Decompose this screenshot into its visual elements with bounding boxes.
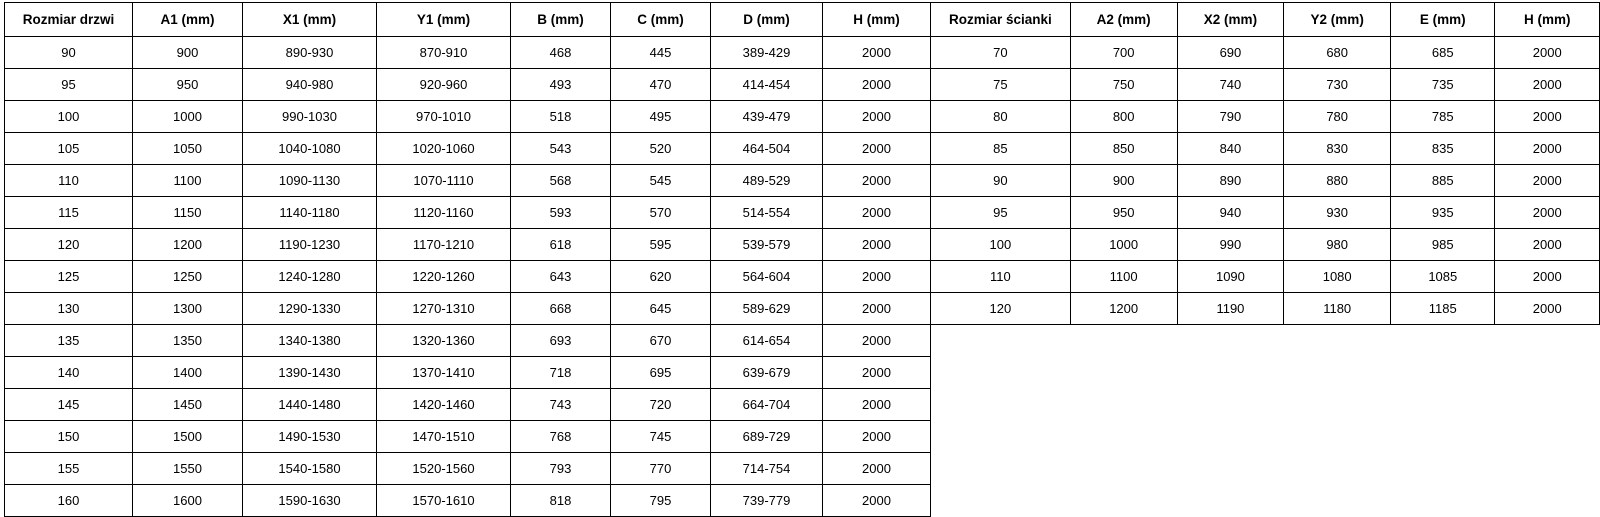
table-cell: 1300 <box>133 293 243 325</box>
table-cell: 1600 <box>133 485 243 517</box>
table-cell: 830 <box>1284 133 1391 165</box>
table-cell: 1470-1510 <box>377 421 511 453</box>
table-cell: 920-960 <box>377 69 511 101</box>
table-cell: 2000 <box>823 485 931 517</box>
table-cell: 980 <box>1284 229 1391 261</box>
table-cell: 1100 <box>133 165 243 197</box>
table-cell: 2000 <box>823 133 931 165</box>
column-header: Rozmiar ścianki <box>931 3 1071 37</box>
table-row <box>5 421 931 453</box>
table-cell: 890-930 <box>243 37 377 69</box>
table-cell: 1500 <box>133 421 243 453</box>
table-cell: 2000 <box>1495 229 1600 261</box>
table-cell: 1080 <box>1284 261 1391 293</box>
table-cell: 110 <box>5 165 133 197</box>
table-cell: 670 <box>611 325 711 357</box>
table-row <box>5 357 931 389</box>
table-cell: 589-629 <box>711 293 823 325</box>
table-cell: 614-654 <box>711 325 823 357</box>
table-cell: 1050 <box>133 133 243 165</box>
table-cell: 668 <box>511 293 611 325</box>
table-cell: 1090-1130 <box>243 165 377 197</box>
table-cell: 110 <box>931 261 1071 293</box>
table-cell: 389-429 <box>711 37 823 69</box>
table-cell: 1390-1430 <box>243 357 377 389</box>
walls-dimensions-table <box>930 2 1600 325</box>
table-cell: 1040-1080 <box>243 133 377 165</box>
table-cell: 930 <box>1284 197 1391 229</box>
column-header: A2 (mm) <box>1070 3 1177 37</box>
table-cell: 135 <box>5 325 133 357</box>
table-cell: 685 <box>1391 37 1495 69</box>
table-cell: 1090 <box>1177 261 1284 293</box>
table-cell: 1180 <box>1284 293 1391 325</box>
table-cell: 1270-1310 <box>377 293 511 325</box>
table-cell: 1590-1630 <box>243 485 377 517</box>
column-header: B (mm) <box>511 3 611 37</box>
table-cell: 1200 <box>1070 293 1177 325</box>
column-header: X2 (mm) <box>1177 3 1284 37</box>
table-cell: 2000 <box>1495 197 1600 229</box>
table-cell: 518 <box>511 101 611 133</box>
column-header: H (mm) <box>823 3 931 37</box>
table-cell: 870-910 <box>377 37 511 69</box>
table-cell: 80 <box>931 101 1071 133</box>
table-cell: 470 <box>611 69 711 101</box>
table-cell: 770 <box>611 453 711 485</box>
table-cell: 1240-1280 <box>243 261 377 293</box>
table-cell: 768 <box>511 421 611 453</box>
table-row <box>5 101 931 133</box>
table-cell: 714-754 <box>711 453 823 485</box>
table-row <box>5 229 931 261</box>
table-cell: 795 <box>611 485 711 517</box>
table-cell: 1340-1380 <box>243 325 377 357</box>
table-cell: 570 <box>611 197 711 229</box>
table-cell: 140 <box>5 357 133 389</box>
table-cell: 935 <box>1391 197 1495 229</box>
table-cell: 1000 <box>133 101 243 133</box>
table-row <box>931 293 1600 325</box>
column-header: A1 (mm) <box>133 3 243 37</box>
table-cell: 1020-1060 <box>377 133 511 165</box>
table-cell: 1350 <box>133 325 243 357</box>
table-cell: 1220-1260 <box>377 261 511 293</box>
table-cell: 1100 <box>1070 261 1177 293</box>
table-cell: 120 <box>5 229 133 261</box>
table-cell: 720 <box>611 389 711 421</box>
table-cell: 2000 <box>823 165 931 197</box>
table-cell: 564-604 <box>711 261 823 293</box>
table-cell: 890 <box>1177 165 1284 197</box>
table-cell: 539-579 <box>711 229 823 261</box>
table-cell: 990 <box>1177 229 1284 261</box>
table-cell: 743 <box>511 389 611 421</box>
table-row <box>5 325 931 357</box>
table-cell: 593 <box>511 197 611 229</box>
doors-dimensions-table-container <box>4 2 931 517</box>
table-row <box>931 101 1600 133</box>
table-cell: 495 <box>611 101 711 133</box>
column-header: C (mm) <box>611 3 711 37</box>
table-row <box>931 37 1600 69</box>
table-cell: 130 <box>5 293 133 325</box>
table-cell: 1000 <box>1070 229 1177 261</box>
table-cell: 595 <box>611 229 711 261</box>
table-row <box>931 133 1600 165</box>
table-cell: 70 <box>931 37 1071 69</box>
table-cell: 2000 <box>823 453 931 485</box>
table-cell: 145 <box>5 389 133 421</box>
table-cell: 1085 <box>1391 261 1495 293</box>
table-row <box>5 133 931 165</box>
table-cell: 2000 <box>1495 165 1600 197</box>
table-cell: 1420-1460 <box>377 389 511 421</box>
table-row <box>931 197 1600 229</box>
table-cell: 414-454 <box>711 69 823 101</box>
walls-dimensions-table-container <box>930 2 1600 325</box>
table-cell: 489-529 <box>711 165 823 197</box>
column-header: E (mm) <box>1391 3 1495 37</box>
table-cell: 468 <box>511 37 611 69</box>
table-cell: 520 <box>611 133 711 165</box>
table-cell: 493 <box>511 69 611 101</box>
table-cell: 1520-1560 <box>377 453 511 485</box>
table-row <box>5 165 931 197</box>
table-cell: 2000 <box>823 261 931 293</box>
table-cell: 1290-1330 <box>243 293 377 325</box>
table-cell: 950 <box>1070 197 1177 229</box>
table-cell: 940-980 <box>243 69 377 101</box>
table-cell: 2000 <box>823 69 931 101</box>
table-cell: 1570-1610 <box>377 485 511 517</box>
table-cell: 95 <box>931 197 1071 229</box>
table-cell: 1490-1530 <box>243 421 377 453</box>
table-cell: 2000 <box>823 357 931 389</box>
table-cell: 1250 <box>133 261 243 293</box>
table-header-row <box>931 3 1600 37</box>
table-cell: 740 <box>1177 69 1284 101</box>
table-cell: 1190-1230 <box>243 229 377 261</box>
table-cell: 2000 <box>1495 133 1600 165</box>
table-cell: 150 <box>5 421 133 453</box>
table-cell: 1070-1110 <box>377 165 511 197</box>
table-cell: 790 <box>1177 101 1284 133</box>
table-cell: 1450 <box>133 389 243 421</box>
table-cell: 120 <box>931 293 1071 325</box>
table-cell: 618 <box>511 229 611 261</box>
table-cell: 693 <box>511 325 611 357</box>
table-row <box>931 165 1600 197</box>
table-cell: 1120-1160 <box>377 197 511 229</box>
table-cell: 1140-1180 <box>243 197 377 229</box>
table-cell: 115 <box>5 197 133 229</box>
walls-table-body <box>931 37 1600 325</box>
table-cell: 940 <box>1177 197 1284 229</box>
table-cell: 1440-1480 <box>243 389 377 421</box>
doors-table-head <box>5 3 931 37</box>
table-cell: 1200 <box>133 229 243 261</box>
table-cell: 160 <box>5 485 133 517</box>
table-cell: 125 <box>5 261 133 293</box>
table-cell: 718 <box>511 357 611 389</box>
table-cell: 645 <box>611 293 711 325</box>
table-cell: 900 <box>133 37 243 69</box>
table-row <box>5 293 931 325</box>
table-cell: 90 <box>5 37 133 69</box>
table-cell: 568 <box>511 165 611 197</box>
table-cell: 1550 <box>133 453 243 485</box>
table-cell: 750 <box>1070 69 1177 101</box>
table-cell: 2000 <box>823 325 931 357</box>
column-header: Rozmiar drzwi <box>5 3 133 37</box>
table-cell: 2000 <box>1495 261 1600 293</box>
table-cell: 695 <box>611 357 711 389</box>
table-cell: 75 <box>931 69 1071 101</box>
table-cell: 1170-1210 <box>377 229 511 261</box>
table-row <box>5 453 931 485</box>
table-row <box>5 389 931 421</box>
table-cell: 2000 <box>823 37 931 69</box>
table-cell: 800 <box>1070 101 1177 133</box>
table-cell: 664-704 <box>711 389 823 421</box>
table-cell: 690 <box>1177 37 1284 69</box>
table-cell: 2000 <box>823 293 931 325</box>
table-cell: 2000 <box>823 389 931 421</box>
table-cell: 2000 <box>823 229 931 261</box>
table-cell: 85 <box>931 133 1071 165</box>
table-cell: 730 <box>1284 69 1391 101</box>
table-row <box>5 197 931 229</box>
table-cell: 850 <box>1070 133 1177 165</box>
table-header-row <box>5 3 931 37</box>
doors-dimensions-table <box>4 2 931 517</box>
table-cell: 90 <box>931 165 1071 197</box>
table-cell: 1540-1580 <box>243 453 377 485</box>
table-cell: 514-554 <box>711 197 823 229</box>
table-row <box>5 485 931 517</box>
table-cell: 900 <box>1070 165 1177 197</box>
table-cell: 680 <box>1284 37 1391 69</box>
column-header: Y2 (mm) <box>1284 3 1391 37</box>
table-cell: 950 <box>133 69 243 101</box>
table-cell: 970-1010 <box>377 101 511 133</box>
table-cell: 105 <box>5 133 133 165</box>
table-cell: 2000 <box>1495 69 1600 101</box>
table-cell: 785 <box>1391 101 1495 133</box>
table-cell: 2000 <box>823 421 931 453</box>
table-row <box>931 261 1600 293</box>
table-cell: 1400 <box>133 357 243 389</box>
table-cell: 545 <box>611 165 711 197</box>
column-header: D (mm) <box>711 3 823 37</box>
table-cell: 735 <box>1391 69 1495 101</box>
table-cell: 880 <box>1284 165 1391 197</box>
table-cell: 700 <box>1070 37 1177 69</box>
table-cell: 155 <box>5 453 133 485</box>
table-cell: 445 <box>611 37 711 69</box>
table-row <box>5 69 931 101</box>
table-cell: 2000 <box>1495 101 1600 133</box>
table-cell: 2000 <box>823 101 931 133</box>
table-cell: 745 <box>611 421 711 453</box>
table-cell: 739-779 <box>711 485 823 517</box>
table-cell: 689-729 <box>711 421 823 453</box>
table-row <box>931 229 1600 261</box>
table-cell: 639-679 <box>711 357 823 389</box>
table-cell: 1150 <box>133 197 243 229</box>
table-row <box>5 261 931 293</box>
table-cell: 620 <box>611 261 711 293</box>
table-row <box>5 37 931 69</box>
table-cell: 464-504 <box>711 133 823 165</box>
table-cell: 2000 <box>1495 37 1600 69</box>
table-cell: 840 <box>1177 133 1284 165</box>
table-cell: 985 <box>1391 229 1495 261</box>
table-cell: 2000 <box>823 197 931 229</box>
column-header: X1 (mm) <box>243 3 377 37</box>
table-cell: 818 <box>511 485 611 517</box>
table-cell: 793 <box>511 453 611 485</box>
table-cell: 100 <box>931 229 1071 261</box>
table-cell: 1370-1410 <box>377 357 511 389</box>
table-cell: 780 <box>1284 101 1391 133</box>
table-cell: 1190 <box>1177 293 1284 325</box>
table-cell: 439-479 <box>711 101 823 133</box>
walls-table-head <box>931 3 1600 37</box>
table-cell: 1185 <box>1391 293 1495 325</box>
table-cell: 2000 <box>1495 293 1600 325</box>
table-cell: 95 <box>5 69 133 101</box>
table-cell: 885 <box>1391 165 1495 197</box>
column-header: H (mm) <box>1495 3 1600 37</box>
column-header: Y1 (mm) <box>377 3 511 37</box>
table-cell: 990-1030 <box>243 101 377 133</box>
table-cell: 643 <box>511 261 611 293</box>
table-cell: 100 <box>5 101 133 133</box>
table-cell: 1320-1360 <box>377 325 511 357</box>
table-cell: 543 <box>511 133 611 165</box>
table-cell: 835 <box>1391 133 1495 165</box>
table-row <box>931 69 1600 101</box>
doors-table-body <box>5 37 931 517</box>
